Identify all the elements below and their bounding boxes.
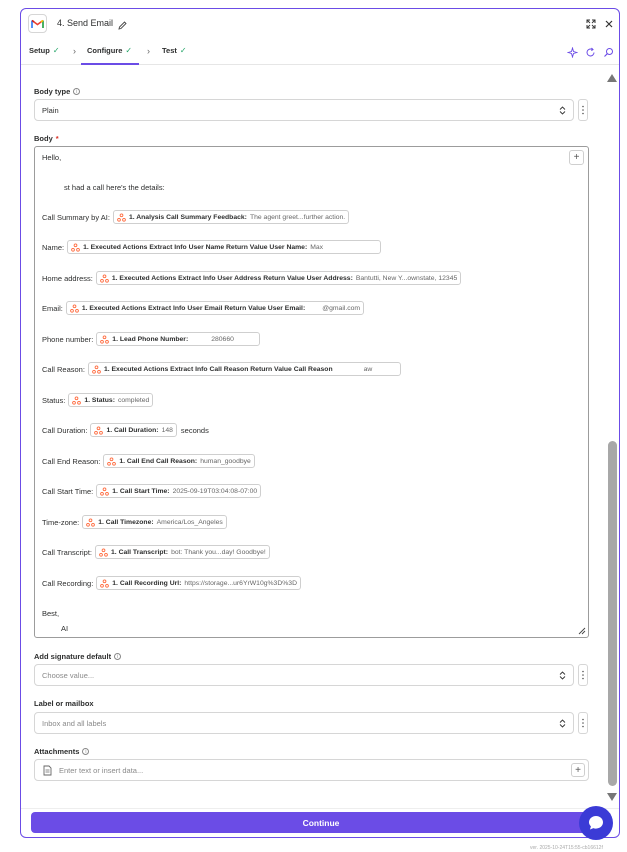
body-field-line bbox=[42, 210, 349, 224]
chevron-right-icon: › bbox=[147, 46, 150, 56]
field-label: Body bbox=[34, 134, 53, 143]
body-field-line bbox=[42, 515, 227, 529]
body-signoff bbox=[42, 609, 59, 618]
signature-text: AI bbox=[61, 624, 69, 633]
resize-handle-icon[interactable] bbox=[578, 627, 586, 635]
chat-support-button[interactable] bbox=[579, 806, 613, 840]
pill-key: 1. Call Transcript: bbox=[111, 548, 169, 556]
pill-key: 1. Call Duration: bbox=[106, 426, 159, 434]
webhook-icon bbox=[117, 213, 126, 222]
pill-value: @gmail.com bbox=[322, 304, 361, 312]
pill-key: 1. Executed Actions Extract Info User Name Return Value User Name: bbox=[83, 243, 308, 251]
pill-key: 1. Lead Phone Number: bbox=[112, 335, 189, 343]
insert-data-button[interactable]: + bbox=[571, 763, 585, 777]
line-label: Time-zone: bbox=[42, 517, 80, 527]
step-panel bbox=[20, 8, 620, 838]
webhook-icon bbox=[100, 274, 109, 283]
pill-value: 2025-09-19T03:04:08-07:00 bbox=[172, 487, 258, 495]
configure-form bbox=[21, 66, 607, 808]
scroll-down-icon[interactable] bbox=[607, 793, 617, 801]
webhook-icon bbox=[100, 487, 109, 496]
webhook-icon bbox=[86, 518, 95, 527]
sparkle-icon[interactable] bbox=[567, 47, 578, 58]
body-editor[interactable] bbox=[34, 146, 589, 638]
body-field-line bbox=[42, 545, 270, 559]
data-pill[interactable] bbox=[90, 423, 176, 437]
selected-value: Plain bbox=[42, 105, 59, 115]
body-field-line bbox=[42, 423, 209, 437]
body-intro bbox=[42, 183, 165, 192]
attachments-input[interactable] bbox=[34, 759, 589, 781]
intro-text: st had a call here's the details: bbox=[64, 183, 165, 192]
more-options-icon[interactable] bbox=[578, 712, 588, 734]
body-field-line bbox=[42, 301, 364, 315]
body-field-line bbox=[42, 240, 381, 254]
tab-label: Setup bbox=[29, 46, 50, 55]
data-pill[interactable] bbox=[67, 240, 381, 254]
pill-value: Bantutti, New Y...ownstate, 12345 bbox=[355, 274, 458, 282]
body-field-line bbox=[42, 332, 260, 346]
line-label: Name: bbox=[42, 242, 65, 252]
version-text: ver. 2025-10-24T15:55-cb16612f bbox=[530, 845, 603, 851]
pill-key: 1. Call Timezone: bbox=[98, 518, 154, 526]
pill-key: 1. Executed Actions Extract Info User Address Return Value User Address: bbox=[111, 274, 353, 282]
close-icon[interactable] bbox=[603, 18, 615, 30]
chevron-right-icon: › bbox=[73, 46, 76, 56]
label-mailbox-select[interactable] bbox=[34, 712, 574, 734]
line-label: Email: bbox=[42, 303, 63, 313]
webhook-icon bbox=[72, 396, 81, 405]
body-field-line bbox=[42, 393, 153, 407]
pill-value: America/Los_Angeles bbox=[156, 518, 223, 526]
data-pill[interactable] bbox=[95, 545, 270, 559]
data-pill[interactable] bbox=[82, 515, 227, 529]
webhook-icon bbox=[71, 243, 80, 252]
continue-button[interactable]: Continue bbox=[31, 812, 611, 833]
input-placeholder: Enter text or insert data... bbox=[59, 765, 144, 775]
pill-key: 1. Analysis Call Summary Feedback: bbox=[128, 213, 247, 221]
pill-key: 1. Call Recording Url: bbox=[112, 579, 182, 587]
more-options-icon[interactable] bbox=[578, 99, 588, 121]
line-label: Home address: bbox=[42, 273, 93, 283]
line-label: Status: bbox=[42, 395, 66, 405]
data-pill[interactable] bbox=[96, 576, 301, 590]
line-label: Call Summary by AI: bbox=[42, 212, 110, 222]
body-type-label bbox=[34, 87, 80, 96]
field-label: Body type bbox=[34, 87, 71, 96]
data-pill[interactable] bbox=[96, 271, 461, 285]
scroll-up-icon[interactable] bbox=[607, 74, 617, 82]
line-label: Call Start Time: bbox=[42, 486, 94, 496]
pill-value: human_goodbye bbox=[200, 457, 251, 465]
webhook-icon bbox=[100, 335, 109, 344]
line-label: Call End Reason: bbox=[42, 456, 101, 466]
expand-icon[interactable] bbox=[585, 18, 597, 30]
active-tab-indicator bbox=[81, 63, 139, 65]
vertical-scrollbar[interactable] bbox=[607, 66, 619, 808]
signature-default-select[interactable] bbox=[34, 664, 574, 686]
chat-icon bbox=[587, 814, 605, 832]
data-pill[interactable] bbox=[88, 362, 401, 376]
edit-title-icon[interactable] bbox=[118, 17, 127, 35]
refresh-icon[interactable] bbox=[585, 47, 596, 58]
data-pill[interactable] bbox=[113, 210, 349, 224]
check-icon: ✓ bbox=[179, 46, 187, 55]
webhook-icon bbox=[94, 426, 103, 435]
webhook-icon bbox=[100, 579, 109, 588]
pill-value: https://storage...ur6YrW10g%3D%3D bbox=[184, 579, 297, 587]
tab-configure[interactable] bbox=[87, 46, 132, 55]
body-field-line bbox=[42, 362, 401, 376]
body-signature bbox=[42, 624, 68, 633]
check-icon: ✓ bbox=[52, 46, 60, 55]
tab-label: Test bbox=[162, 46, 177, 55]
line-suffix: seconds bbox=[180, 425, 209, 435]
webhook-icon bbox=[107, 457, 116, 466]
tab-test[interactable] bbox=[162, 46, 187, 55]
pill-value: 280660 bbox=[211, 335, 234, 343]
body-field-line bbox=[42, 576, 301, 590]
info-icon[interactable]: i bbox=[73, 88, 80, 95]
label-mailbox-label bbox=[34, 699, 94, 708]
line-label: Call Transcript: bbox=[42, 547, 93, 557]
field-label: Label or mailbox bbox=[34, 699, 94, 708]
signature-default-label bbox=[34, 652, 121, 661]
line-label: Call Recording: bbox=[42, 578, 94, 588]
pill-value: Max bbox=[310, 243, 324, 251]
line-label: Call Reason: bbox=[42, 364, 85, 374]
tab-setup[interactable] bbox=[29, 46, 60, 55]
chevron-updown-icon bbox=[559, 106, 566, 115]
step-tabs bbox=[21, 41, 619, 65]
data-pill[interactable] bbox=[96, 332, 260, 346]
more-options-icon[interactable] bbox=[578, 664, 588, 686]
field-label: Attachments bbox=[34, 747, 80, 756]
pill-value: 148 bbox=[161, 426, 173, 434]
pill-key: 1. Status: bbox=[84, 396, 115, 404]
scroll-thumb[interactable] bbox=[608, 441, 617, 786]
webhook-icon bbox=[70, 304, 79, 313]
body-greeting bbox=[42, 153, 61, 162]
pill-key: 1. Call Start Time: bbox=[112, 487, 170, 495]
document-icon bbox=[43, 765, 52, 776]
pill-value: The agent greet...further action. bbox=[249, 213, 346, 221]
pill-key: 1. Call End Call Reason: bbox=[119, 457, 198, 465]
webhook-icon bbox=[92, 365, 101, 374]
attachments-label bbox=[34, 747, 89, 756]
body-field-line bbox=[42, 454, 255, 468]
field-label: Add signature default bbox=[34, 652, 112, 661]
data-pill[interactable] bbox=[68, 393, 153, 407]
webhook-icon bbox=[99, 548, 108, 557]
tab-label: Configure bbox=[87, 46, 123, 55]
pill-key: 1. Executed Actions Extract Info Call Reason Return Value Call Reason bbox=[103, 365, 333, 373]
step-header bbox=[21, 9, 619, 39]
info-icon[interactable]: i bbox=[114, 653, 121, 660]
data-pill[interactable] bbox=[103, 454, 254, 468]
data-pill[interactable] bbox=[66, 301, 364, 315]
pill-value: completed bbox=[117, 396, 150, 404]
select-placeholder: Inbox and all labels bbox=[42, 718, 107, 728]
panel-footer bbox=[21, 808, 619, 838]
insert-data-button[interactable]: + bbox=[569, 150, 584, 165]
body-label bbox=[34, 134, 59, 143]
info-icon[interactable]: i bbox=[82, 748, 89, 755]
required-marker: * bbox=[55, 134, 59, 143]
line-label: Call Duration: bbox=[42, 425, 88, 435]
check-icon: ✓ bbox=[125, 46, 133, 55]
chevron-updown-icon bbox=[559, 719, 566, 728]
body-field-line bbox=[42, 484, 261, 498]
step-title: 4. Send Email bbox=[57, 18, 114, 28]
signoff-text: Best, bbox=[42, 609, 60, 618]
body-type-select[interactable] bbox=[34, 99, 574, 121]
pill-value: aw bbox=[363, 365, 373, 373]
pill-key: 1. Executed Actions Extract Info User Email Return Value User Email: bbox=[81, 304, 306, 312]
search-icon[interactable] bbox=[603, 47, 614, 58]
select-placeholder: Choose value... bbox=[42, 670, 95, 680]
gmail-icon bbox=[28, 14, 47, 33]
line-label: Phone number: bbox=[42, 334, 94, 344]
data-pill[interactable] bbox=[96, 484, 261, 498]
body-field-line bbox=[42, 271, 461, 285]
greeting-text: Hello, bbox=[42, 153, 62, 162]
chevron-updown-icon bbox=[559, 671, 566, 680]
pill-value: bot: Thank you...day! Goodbye! bbox=[171, 548, 266, 556]
